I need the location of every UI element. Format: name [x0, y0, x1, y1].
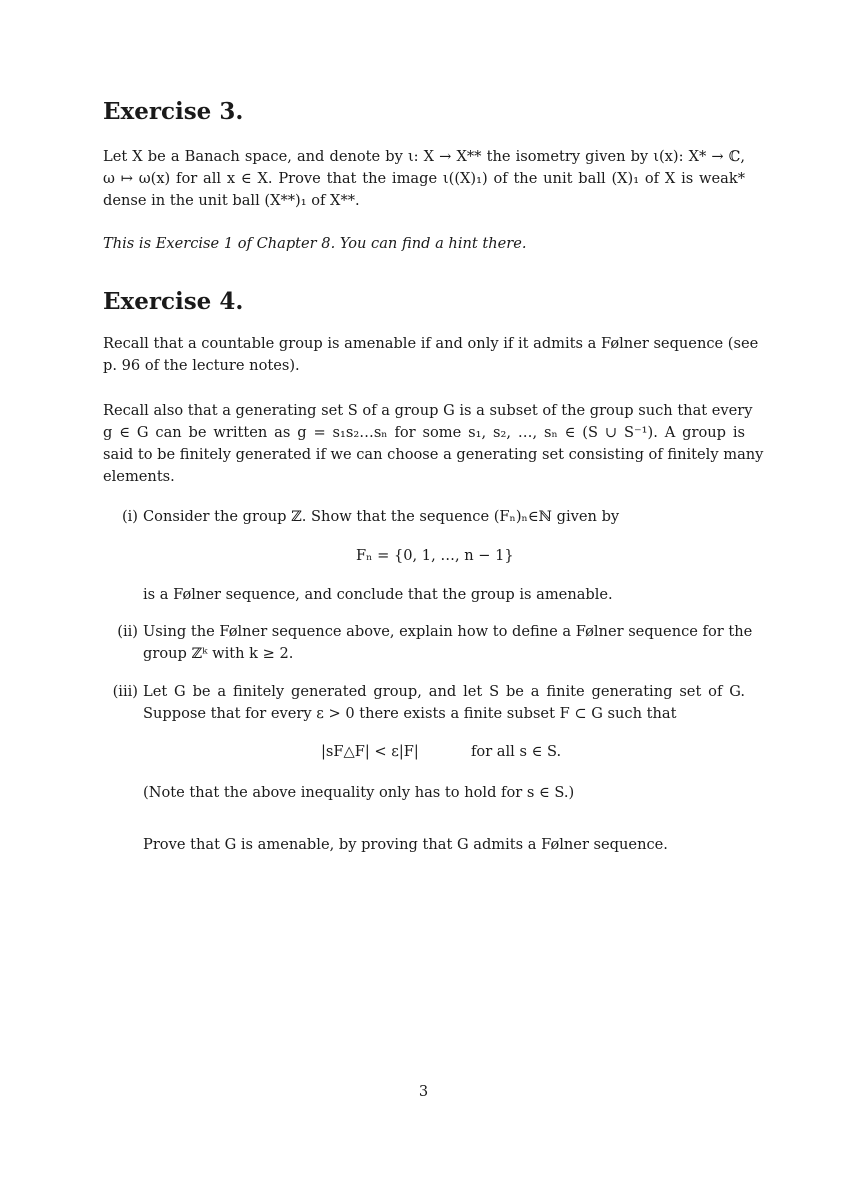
- item-i-after: is a Følner sequence, and conclude that the group is amenable.: [143, 586, 613, 603]
- exercise-3-line: Let X be a Banach space, and denote by ι: X → X** the isometry given by ι(x): X* → ℂ,: [103, 148, 745, 165]
- exercise-4-p1-line: p. 96 of the lecture notes).: [103, 357, 300, 374]
- item-i-formula: Fₙ = {0, 1, …, n − 1}: [356, 547, 514, 564]
- item-iii-formula-condition: for all s ∈ S.: [471, 743, 562, 760]
- exercise-4-p2-line: g ∈ G can be written as g = s₁s₂…sₙ for some s₁, s₂, …, sₙ ∈ (S ∪ S⁻¹). A group is: [103, 424, 745, 441]
- page-number: 3: [418, 1083, 429, 1100]
- exercise-3-body: [103, 146, 745, 212]
- item-iii-formula: |sF△F| < ε|F|: [321, 743, 419, 760]
- item-iii-line: Suppose that for every ε > 0 there exists a finite subset F ⊂ G such that: [143, 705, 677, 722]
- item-ii-text: [143, 621, 753, 665]
- item-ii-line: Using the Følner sequence above, explain how to define a Følner sequence for the: [143, 623, 753, 640]
- exercise-3-line: dense in the unit ball (X**)₁ of X**.: [103, 192, 360, 209]
- item-ii-line: group ℤᵏ with k ≥ 2.: [143, 645, 294, 662]
- item-iii-note: (Note that the above inequality only has to hold for s ∈ S.): [143, 784, 575, 801]
- item-iii-label: (iii): [112, 683, 138, 700]
- exercise-3-note: This is Exercise 1 of Chapter 8. You can find a hint there.: [103, 235, 527, 252]
- exercise-4-p1-line: Recall that a countable group is amenable if and only if it admits a Følner sequence (see: [103, 335, 759, 352]
- exercise-4-paragraph-2: [103, 400, 764, 488]
- exercise-3-line: ω ↦ ω(x) for all x ∈ X. Prove that the image ι((X)₁) of the unit ball (X)₁ of X is weak*: [103, 170, 745, 187]
- exercise-4-paragraph-1: [103, 333, 759, 377]
- item-i-label: (i): [121, 508, 138, 525]
- exercise-4-p2-line: said to be finitely generated if we can choose a generating set consisting of finitely many: [103, 446, 764, 463]
- exercise-4-heading: Exercise 4.: [103, 288, 244, 315]
- item-iii-text: [143, 681, 745, 725]
- item-i-text: Consider the group ℤ. Show that the sequence (Fₙ)ₙ∈ℕ given by: [143, 508, 620, 525]
- item-iii-line: Let G be a finitely generated group, and let S be a finite generating set of G.: [143, 683, 745, 700]
- exercise-4-p2-line: elements.: [103, 468, 175, 485]
- item-ii-label: (ii): [117, 623, 138, 640]
- exercise-4-p2-line: Recall also that a generating set S of a group G is a subset of the group such that every: [103, 402, 753, 419]
- exercise-3-heading: Exercise 3.: [103, 98, 244, 125]
- item-iii-conclusion: Prove that G is amenable, by proving that G admits a Følner sequence.: [143, 836, 668, 853]
